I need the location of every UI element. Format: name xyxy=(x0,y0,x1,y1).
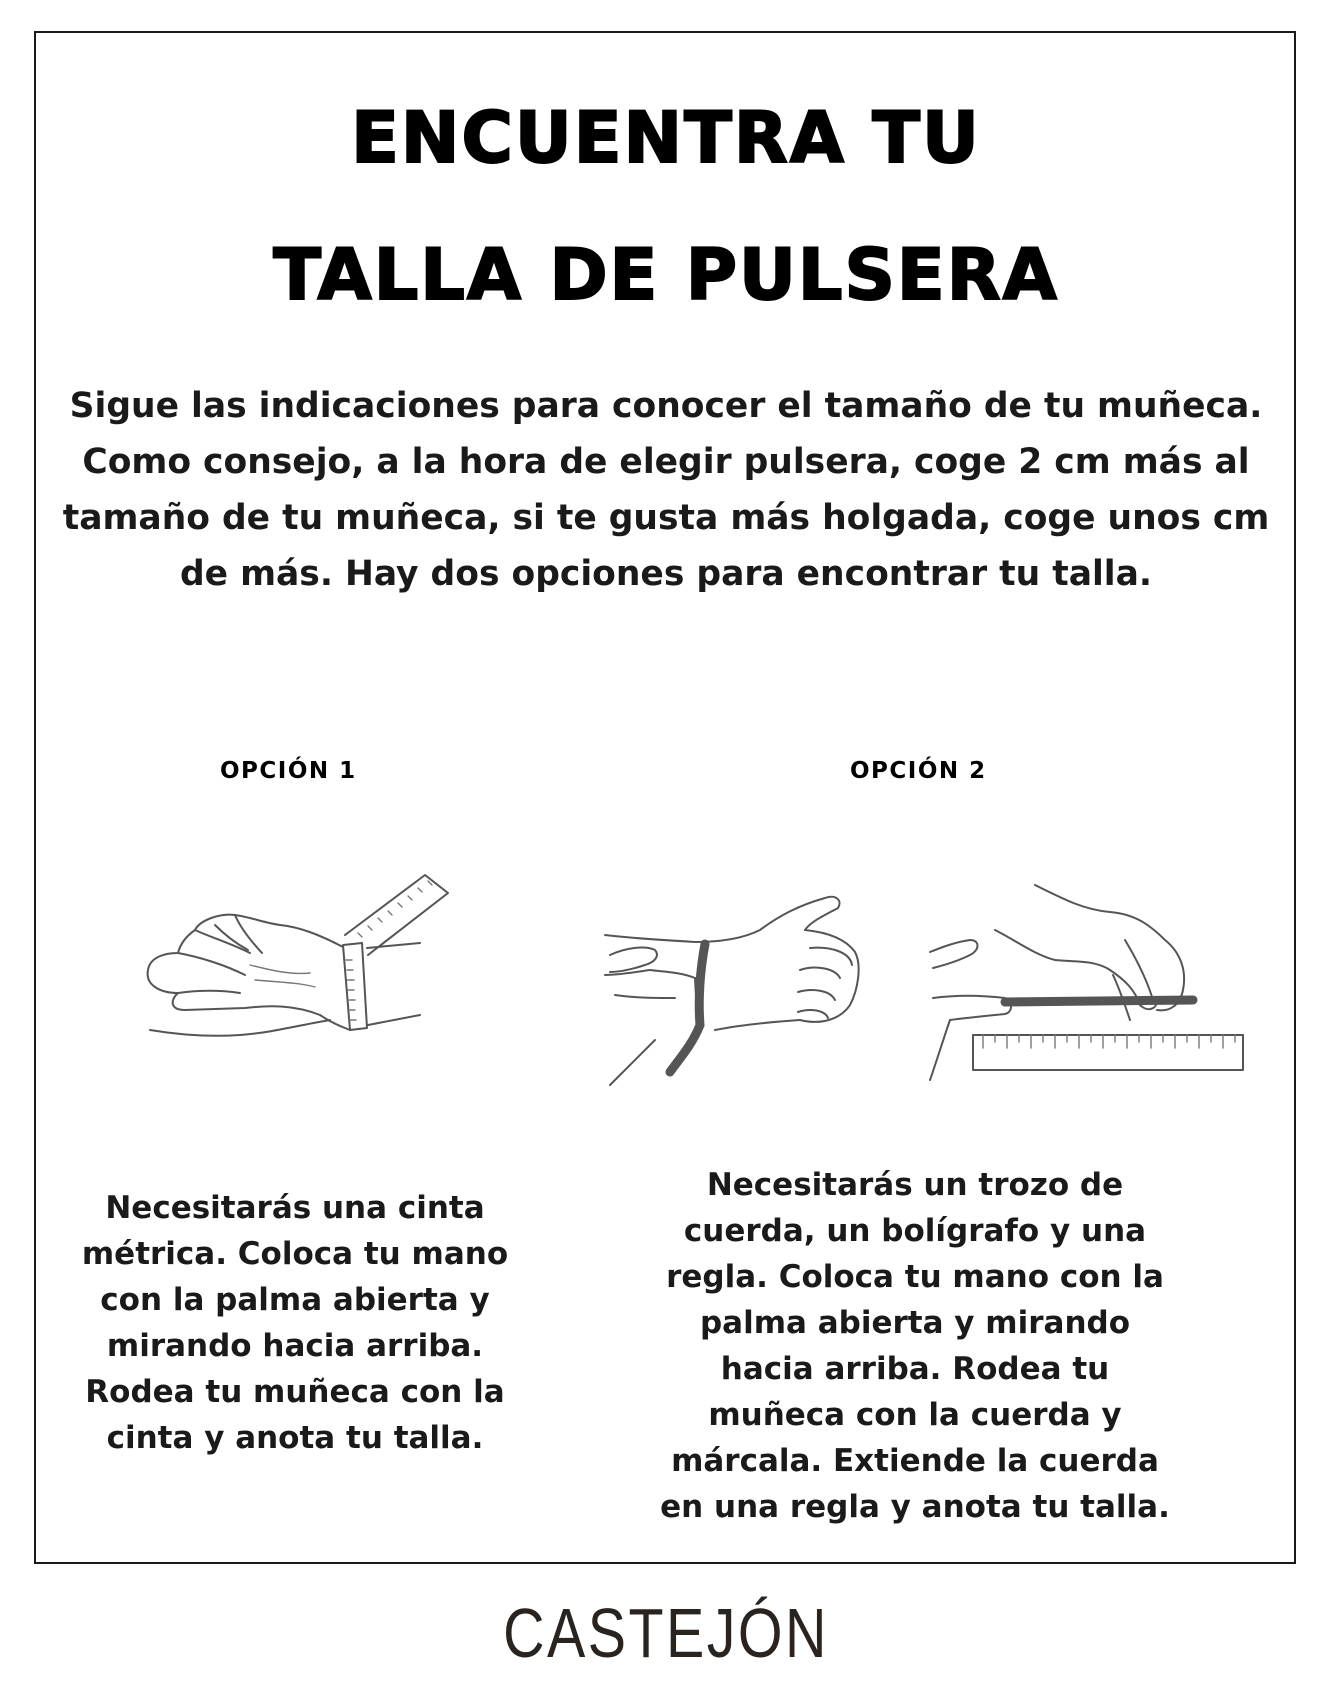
option-2-description: Necesitarás un trozo de cuerda, un bolígrafo y una regla. Coloca tu mano con la palma abierta y mirando hacia arriba. Rodea tu muñeca con la cuerda y márcala. Extiende la cuerda en una regla y anota tu talla. xyxy=(660,1167,1170,1525)
string-on-ruler-icon xyxy=(925,880,1260,1095)
option-1-description: Necesitarás una cinta métrica. Coloca tu mano con la palma abierta y mirando hacia arriba. Rodea tu muñeca con la cinta y anota tu talla. xyxy=(81,1190,509,1456)
hand-with-string-icon xyxy=(600,880,890,1095)
title-line-1: ENCUENTRA TU xyxy=(351,97,981,179)
intro-text: Sigue las indicaciones para conocer el tamaño de tu muñeca. Como consejo, a la hora de elegir pulsera, coge 2 cm más al tamaño de tu muñeca, si te gusta más holgada, coge unos cm de más. Hay dos opciones para encontrar tu talla. xyxy=(62,386,1270,594)
page-title xyxy=(0,70,1332,344)
option-1-heading: OPCIÓN 1 xyxy=(220,758,357,784)
option-2-heading: OPCIÓN 2 xyxy=(850,758,987,784)
hand-measuring-tape-icon xyxy=(130,865,460,1065)
brand-logo: CASTEJÓN xyxy=(503,1594,829,1672)
title-line-2: TALLA DE PULSERA xyxy=(273,234,1059,316)
